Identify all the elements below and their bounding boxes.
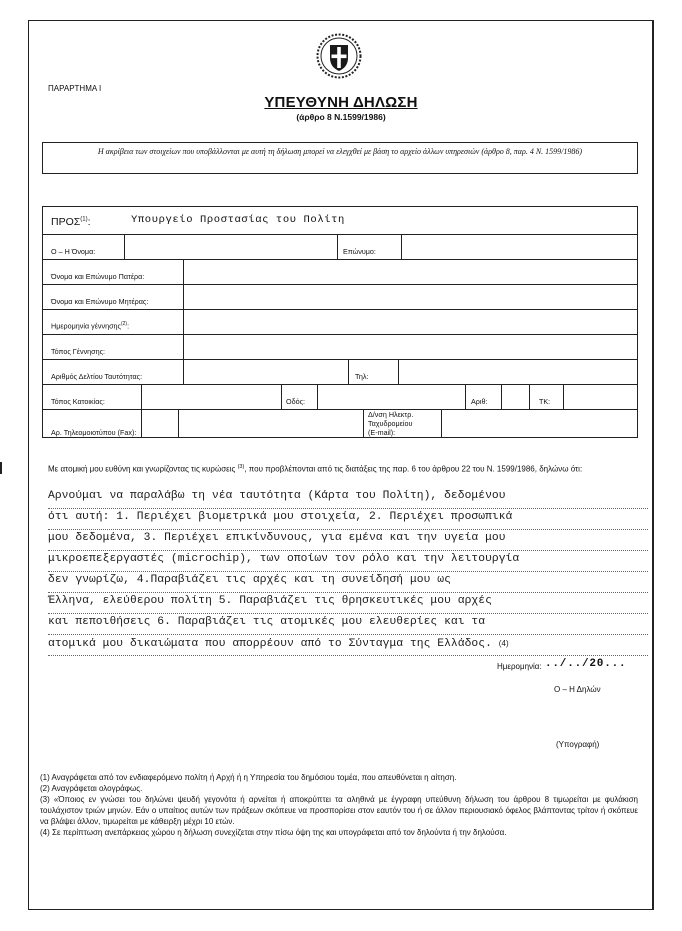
email-label: Δ/νση Ηλεκτρ. Ταχυδρομείου (E-mail): bbox=[368, 410, 414, 437]
birth-date-label: Ημερομηνία γέννησης$^{(2)}$: bbox=[51, 321, 130, 331]
street-number-label: Αριθ: bbox=[471, 397, 488, 406]
declaration-line: ατομικά μου δικαιώματα που απορρέουν από το Σύνταγμα της Ελλάδος. (4) bbox=[48, 635, 648, 656]
declaration-line: Αρνούμαι να παραλάβω τη νέα ταυτότητα (Κάρτα του Πολίτη), δεδομένου bbox=[48, 488, 648, 509]
declaration-line: μικροεπεξεργαστές (microchip), των οποίων τον ρόλο και την λειτουργία bbox=[48, 551, 648, 572]
street-label: Οδός: bbox=[286, 397, 306, 406]
date-label: Ημερομηνία: bbox=[497, 662, 542, 671]
statement-intro: Με ατομική μου ευθύνη και γνωρίζοντας τις κυρώσεις $^{(3)}$, που προβλέπονται από τις διατάξεις της παρ. 6 του άρθρου 22 του Ν. 1599/1986, δηλώνω ότι: bbox=[48, 464, 583, 474]
document-title: ΥΠΕΥΘΥΝΗ ΔΗΛΩΣΗ bbox=[264, 94, 418, 111]
footnote: (1) Αναγράφεται από τον ενδιαφερόμενο πολίτη ή Αρχή ή η Υπηρεσία του δημόσιου τομέα, που απευθύνεται η αίτηση. bbox=[40, 773, 457, 782]
signature-label: (Υπογραφή) bbox=[556, 740, 600, 749]
footnote: (4) Σε περίπτωση ανεπάρκειας χώρου η δήλωση συνεχίζεται στην πίσω όψη της και υπογράφεται από τον δηλούντα ή την δηλούσα. bbox=[40, 828, 507, 837]
edge-mark bbox=[0, 462, 2, 474]
residence-label: Τόπος Κατοικίας: bbox=[51, 397, 105, 406]
postcode-label: ΤΚ: bbox=[539, 397, 551, 406]
footnote: (2) Αναγράφεται ολογράφως. bbox=[40, 784, 143, 793]
accuracy-notice: Η ακρίβεια των στοιχείων που υποβάλλονται με αυτή τη δήλωση μπορεί να ελεγχθεί με βάση το αρχείο άλλων υπηρεσιών (άρθρο 8, παρ. 4 Ν. 1599/1986) bbox=[42, 142, 638, 174]
annex-label: ΠΑΡΑΡΤΗΜΑ Ι bbox=[48, 84, 102, 93]
mother-name-label: Όνομα και Επώνυμο Μητέρας: bbox=[51, 297, 149, 306]
recipient-label: ΠΡΟΣ$^{(1)}$: bbox=[51, 216, 91, 228]
recipient-value[interactable]: Υπουργείο Προστασίας του Πολίτη bbox=[131, 214, 345, 226]
personal-details-table bbox=[42, 206, 638, 438]
footnote: (3) «Όποιος εν γνώσει του δηλώνει ψευδή γεγονότα ή αρνείται ή αποκρύπτει τα αληθινά με έγγραφη υπεύθυνη δήλωση του άρθρου 8 τιμωρείται με φυλάκιση τουλάχιστον τριών μηνών. Εάν ο υπαίτιος αυτών των πράξεων σκόπευε να προσπορίσει στον εαυτόν του ή σε άλλον περιουσιακό όφελος βλάπτοντας τρίτον ή σκόπευε να βλάψει άλλον, τιμωρείται με κάθειρξη μέχρι 10 ετών. bbox=[40, 795, 638, 826]
declaration-line: και πεποιθήσεις 6. Παραβιάζει τις ατομικές μου ελευθερίες και τα bbox=[48, 614, 648, 635]
document-subtitle: (άρθρο 8 Ν.1599/1986) bbox=[296, 112, 386, 122]
fax-label: Αρ. Τηλεομοιοτύπου (Fax): bbox=[51, 428, 137, 437]
footnote-4-marker: (4) bbox=[498, 639, 509, 648]
phone-label: Τηλ: bbox=[355, 372, 369, 381]
declarant-label: Ο – Η Δηλών bbox=[554, 685, 601, 694]
declaration-line: δεν γνωρίζω, 4.Παραβιάζει τις αρχές και τη συνείδησή μου ως bbox=[48, 572, 648, 593]
id-number-label: Αριθμός Δελτίου Ταυτότητας: bbox=[51, 372, 143, 381]
date-value[interactable]: ../../20... bbox=[545, 658, 627, 670]
declaration-line: Έλληνα, ελεύθερου πολίτη 5. Παραβιάζει τις θρησκευτικές μου αρχές bbox=[48, 593, 648, 614]
first-name-label: Ο – Η Όνομα: bbox=[51, 247, 96, 256]
declaration-line: ότι αυτή: 1. Περιέχει βιομετρικά μου στοιχεία, 2. Περιέχει προσωπικά bbox=[48, 509, 648, 530]
footnotes bbox=[40, 772, 638, 838]
surname-label: Επώνυμο: bbox=[343, 247, 376, 256]
declaration-text bbox=[48, 488, 648, 656]
birth-place-label: Τόπος Γέννησης: bbox=[51, 347, 106, 356]
father-name-label: Όνομα και Επώνυμο Πατέρα: bbox=[51, 272, 145, 281]
greek-coat-of-arms-icon bbox=[316, 33, 362, 79]
declaration-line: μου δεδομένα, 3. Περιέχει επικίνδυνους, για εμένα και την υγεία μου bbox=[48, 530, 648, 551]
